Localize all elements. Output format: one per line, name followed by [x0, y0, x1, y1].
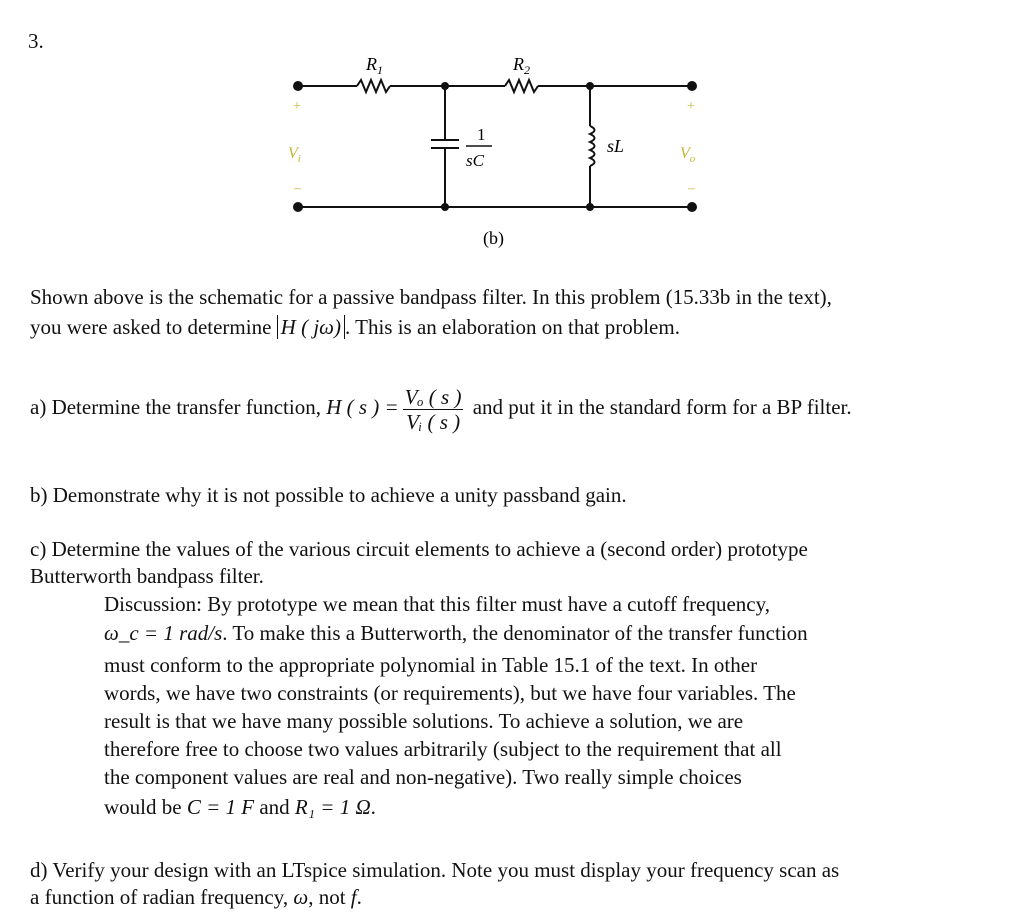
- node-mid-bottom: [441, 203, 449, 211]
- intro-line-1: Shown above is the schematic for a passive bandpass filter. In this problem (15.33b in the text),: [30, 285, 832, 309]
- discussion-line-6: therefore free to choose two values arbitrarily (subject to the requirement that all: [104, 737, 782, 761]
- part-b: b) Demonstrate why it is not possible to achieve a unity passband gain.: [30, 483, 627, 507]
- part-c-line-2: Butterworth bandpass filter.: [30, 564, 264, 588]
- node-ind-top: [586, 82, 594, 90]
- cap-label-den: sC: [466, 151, 484, 170]
- vi-minus: –: [294, 181, 301, 196]
- cutoff-expression: ω_c = 1 rad/s: [104, 621, 223, 645]
- discussion-line-8-end: .: [370, 795, 376, 819]
- part-a: [30, 383, 852, 434]
- node-ind-bottom: [586, 203, 594, 211]
- r2-label: $R_2$: [513, 54, 530, 77]
- circuit-schematic: [0, 0, 1024, 260]
- inductor-label: sL: [607, 136, 625, 156]
- discussion-line-2: [104, 620, 808, 647]
- r1-label: $R_1$: [366, 54, 383, 77]
- part-d-line-1: d) Verify your design with an LTspice simulation. Note you must display your frequency scan as: [30, 858, 840, 882]
- transfer-numerator: Vₒ ( s ): [404, 384, 462, 409]
- inductor-coil: [590, 126, 595, 166]
- node-mid-top: [441, 82, 449, 90]
- part-a-lhs: H ( s ) =: [326, 395, 399, 419]
- discussion-line-7: the component values are real and non-negative). Two really simple choices: [104, 765, 742, 789]
- discussion-line-8: [104, 794, 376, 821]
- intro-line-2: [30, 314, 680, 341]
- part-d-line-2-end: .: [356, 885, 362, 909]
- vo-minus: –: [688, 181, 695, 196]
- part-d-line-2-b: , not: [308, 885, 346, 909]
- transfer-fraction: [403, 385, 464, 434]
- node-out-bottom: [687, 202, 697, 212]
- part-a-suffix: and put it in the standard form for a BP filter.: [472, 395, 852, 419]
- part-c-line-1: c) Determine the values of the various circuit elements to achieve a (second order) prototype: [30, 537, 808, 561]
- node-in-top: [293, 81, 303, 91]
- discussion-line-3: must conform to the appropriate polynomial in Table 15.1 of the text. In other: [104, 653, 758, 677]
- cap-label-num: 1: [477, 125, 486, 144]
- node-in-bottom: [293, 202, 303, 212]
- transfer-denominator: Vᵢ ( s ): [406, 409, 461, 434]
- discussion-line-1: Discussion: By prototype we mean that this filter must have a cutoff frequency,: [104, 592, 771, 616]
- resistor-r2: [505, 80, 538, 92]
- figure-caption: (b): [483, 228, 504, 248]
- part-d-line-2: [30, 884, 362, 911]
- discussion-line-8-and: and: [259, 795, 290, 819]
- vo-label: $V_o$: [680, 145, 696, 165]
- magnitude-expression: H ( jω): [277, 315, 345, 339]
- vi-label: $V_i$: [288, 145, 301, 165]
- discussion-line-4: words, we have two constraints (or requirements), but we have four variables. The: [104, 681, 796, 705]
- discussion-line-8-a: would be: [104, 795, 182, 819]
- intro-line-2-a: you were asked to determine: [30, 315, 272, 339]
- part-a-prefix: a) Determine the transfer function,: [30, 395, 321, 419]
- discussion-line-5: result is that we have many possible solutions. To achieve a solution, we are: [104, 709, 744, 733]
- resistor-choice: R₁ = 1 Ω: [294, 795, 371, 819]
- discussion-line-2-rest: . To make this a Butterworth, the denominator of the transfer function: [222, 621, 808, 645]
- capacitor-choice: C = 1 F: [186, 795, 255, 819]
- part-d-line-2-a: a function of radian frequency,: [30, 885, 289, 909]
- omega-symbol: ω: [293, 885, 309, 909]
- resistor-r1: [357, 80, 390, 92]
- problem-number: 3.: [28, 29, 44, 53]
- f-symbol: f: [350, 885, 357, 909]
- vo-plus: +: [687, 99, 695, 114]
- vi-plus: +: [293, 99, 301, 114]
- node-out-top: [687, 81, 697, 91]
- intro-line-2-b: . This is an elaboration on that problem.: [345, 315, 680, 339]
